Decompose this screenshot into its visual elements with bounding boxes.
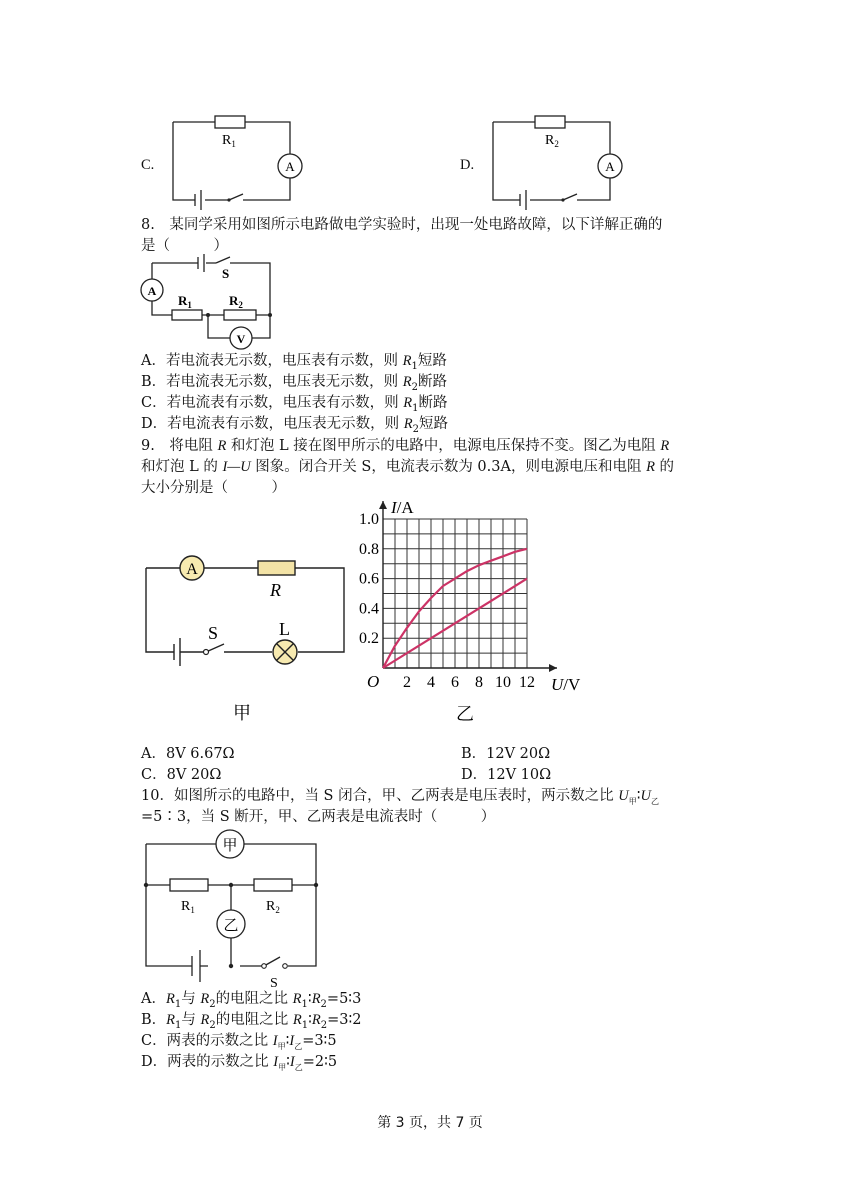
chart-origin-label: O xyxy=(367,672,380,691)
q7-d-resistor-label: $R_2$ xyxy=(545,133,559,149)
q10-r1-label: $R_1$ xyxy=(181,899,195,915)
q9-option-b[interactable]: B．12V 20Ω xyxy=(461,746,551,762)
q10-meter-jia: 甲 xyxy=(222,838,238,854)
q10-option-b[interactable]: B．$R_1$与 $R_2$的电阻之比 $R_1∶R_2=3∶2$ xyxy=(141,1012,362,1031)
q8-switch-label: S xyxy=(222,266,230,281)
q10-option-a[interactable]: A．$R_1$与 $R_2$的电阻之比 $R_1∶R_2=5∶3$ xyxy=(141,991,362,1010)
x-tick-label: 2 xyxy=(403,674,411,691)
y-tick-label: 0.2 xyxy=(359,630,379,648)
q9-figure-jia-caption: 甲 xyxy=(233,703,251,723)
q8-option-a[interactable]: A．若电流表无示数，电压表有示数，则 $R_1$短路 xyxy=(141,353,447,372)
y-tick-label: 0.8 xyxy=(359,540,379,558)
q9-option-d[interactable]: D．12V 10Ω xyxy=(461,767,552,783)
q7-option-d-label: D. xyxy=(460,157,475,173)
chart-grid xyxy=(379,501,557,672)
x-tick-label: 12 xyxy=(519,674,535,691)
q8-r1-label: $R_1$ xyxy=(178,293,192,310)
q8-ammeter-symbol: A xyxy=(147,284,157,298)
x-tick-label: 4 xyxy=(427,674,435,691)
q9-option-c[interactable]: C．8V 20Ω xyxy=(141,767,222,783)
q10-r2-label: $R_2$ xyxy=(266,899,280,915)
q9-option-a[interactable]: A．8V 6.67Ω xyxy=(141,746,235,762)
q8-option-c[interactable]: C．若电流表有示数，电压表有示数，则 $R_1$断路 xyxy=(141,395,448,414)
q7-d-ammeter-symbol: A xyxy=(605,159,615,174)
q9-figure-yi-caption: 乙 xyxy=(456,704,474,724)
q10-meter-yi: 乙 xyxy=(223,918,239,934)
q9-circuit-jia xyxy=(140,552,350,732)
q9-lamp-label: L xyxy=(279,619,290,639)
q7-c-resistor-label: $R_1$ xyxy=(222,133,236,149)
q9-stem-line2: 和灯泡 L 的 I—U 图象。闭合开关 S，电流表示数为 0.3A，则电源电压和电阻 R 的 xyxy=(141,459,675,475)
y-tick-label: 0.6 xyxy=(359,570,379,588)
q8-voltmeter-symbol: V xyxy=(236,332,246,346)
q9-stem-line3: 大小分别是（ ） xyxy=(141,480,286,496)
chart-xlabel: U/V xyxy=(551,675,581,694)
y-tick-label: 1.0 xyxy=(359,511,379,528)
q8-option-d[interactable]: D．若电流表有示数，电压表无示数，则 $R_2$短路 xyxy=(141,416,448,435)
y-axis-arrow xyxy=(379,501,387,509)
x-tick-label: 8 xyxy=(475,674,483,691)
q9-ammeter-symbol: A xyxy=(186,561,198,578)
chart-ylabel: I/A xyxy=(391,498,414,517)
q10-switch-label: S xyxy=(270,976,278,991)
x-tick-label: 10 xyxy=(495,674,511,691)
q7-circuit-c xyxy=(165,112,305,208)
q9-stem-line1: 9. 将电阻 R 和灯泡 L 接在图甲所示的电路中，电源电压保持不变。图乙为电阻 R xyxy=(141,438,670,454)
x-axis-arrow xyxy=(549,664,557,672)
q8-circuit xyxy=(138,253,278,345)
q9-iu-chart xyxy=(340,492,600,732)
q8-option-b[interactable]: B．若电流表无示数，电压表无示数，则 $R_2$断路 xyxy=(141,374,447,393)
q10-circuit xyxy=(140,828,325,991)
q7-c-ammeter-symbol: A xyxy=(285,159,295,174)
y-tick-label: 0.4 xyxy=(359,600,379,618)
q10-option-d[interactable]: D．两表的示数之比 $I_甲∶I_乙=2∶5$ xyxy=(141,1054,338,1072)
q7-circuit-d xyxy=(485,112,625,208)
x-tick-label: 6 xyxy=(451,674,459,691)
q10-stem-line2: =5∶3，当 S 断开，甲、乙两表是电流表时（ ） xyxy=(141,809,496,825)
q7-option-c-label: C. xyxy=(141,157,155,173)
page-footer: 第 3 页，共 7 页 xyxy=(377,1115,483,1131)
q8-stem-line1: 8. 某同学采用如图所示电路做电学实验时，出现一处电路故障，以下详解正确的 xyxy=(141,217,663,233)
q10-option-c[interactable]: C．两表的示数之比 $I_甲∶I_乙=3∶5$ xyxy=(141,1033,337,1051)
q8-stem-line2: 是（ ） xyxy=(141,238,228,254)
q10-stem-line1: 10．如图所示的电路中，当 S 闭合，甲、乙两表是电压表时，两示数之比 $U_甲∶U_乙$ xyxy=(141,788,659,806)
q8-r2-label: $R_2$ xyxy=(229,293,243,310)
q9-switch-label: S xyxy=(208,623,219,643)
q9-resistor-label: R xyxy=(270,580,281,600)
